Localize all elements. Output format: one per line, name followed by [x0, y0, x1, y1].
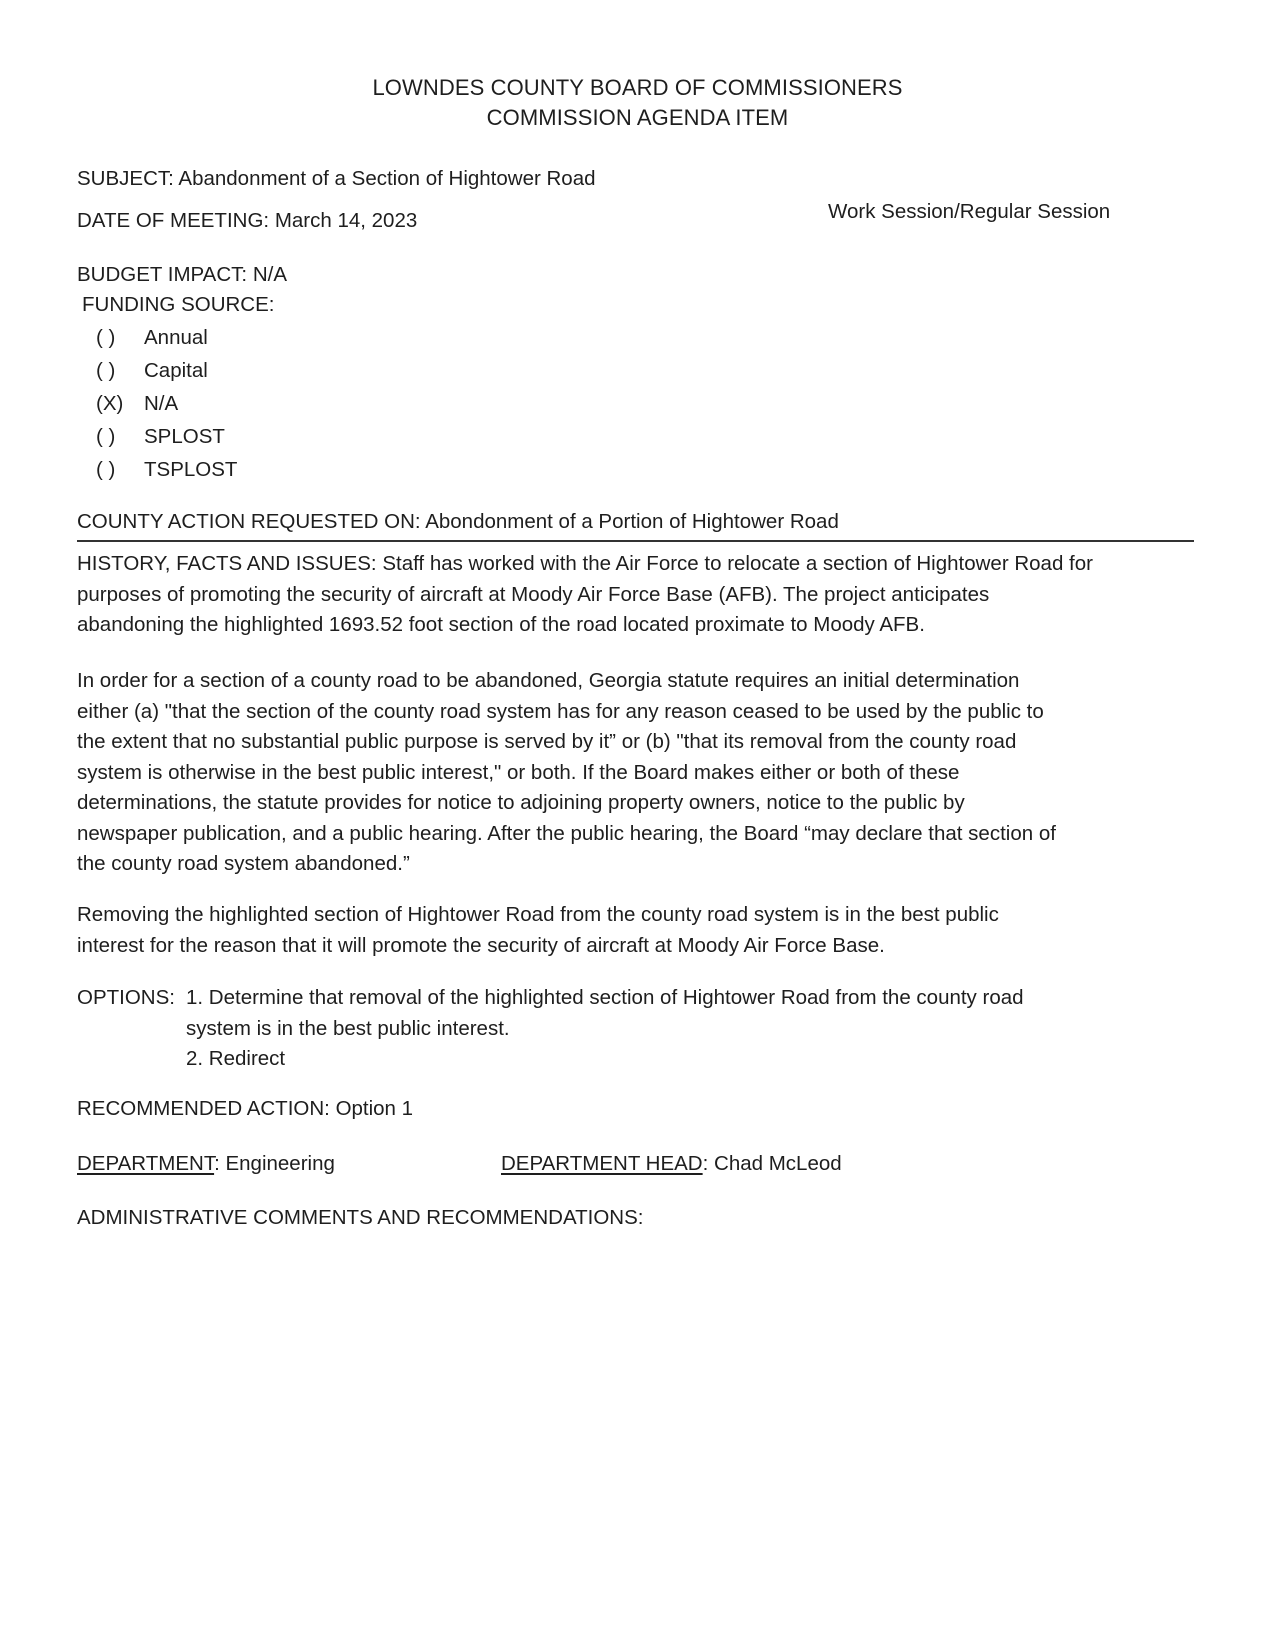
department-head-line [501, 1152, 842, 1176]
department-value: : Engineering [214, 1152, 335, 1175]
funding-option-label: Annual [144, 326, 208, 349]
subject-line [77, 167, 596, 191]
document-title: COMMISSION AGENDA ITEM [486, 105, 789, 130]
options-section [77, 983, 1197, 1075]
subject-label: SUBJECT: [77, 167, 174, 190]
funding-checkbox-mark: ( ) [96, 359, 116, 382]
statute-line: newspaper publication, and a public hearing. After the public hearing, the Board “may declare that section of [77, 821, 1056, 845]
funding-checkbox-mark: ( ) [96, 425, 116, 448]
option-2: 2. Redirect [186, 1047, 286, 1070]
statute-line: system is otherwise in the best public interest," or both. If the Board makes either or both of these [77, 760, 960, 784]
funding-source-label: FUNDING SOURCE: [82, 293, 275, 316]
interest-line: Removing the highlighted section of Hightower Road from the county road system is in the best public [77, 903, 999, 926]
history-line-2: purposes of promoting the security of aircraft at Moody Air Force Base (AFB). The project anticipates [77, 582, 990, 606]
meeting-date-value: March 14, 2023 [274, 209, 418, 232]
statute-line: determinations, the statute provides for notice to adjoining property owners, notice to the public by [77, 791, 965, 814]
budget-impact-value: N/A [252, 263, 287, 286]
statute-line: In order for a section of a county road to be abandoned, Georgia statute requires an initial determination [77, 669, 1020, 692]
funding-option-label: Capital [144, 359, 208, 382]
section-divider [77, 540, 1194, 542]
session-type: Work Session/Regular Session [828, 200, 1111, 223]
option-1: OPTIONS: 1. Determine that removal of the highlighted section of Hightower Road from the county road [77, 983, 1197, 1014]
public-interest-paragraph [77, 900, 1197, 961]
recommended-action-value: Option 1 [335, 1097, 414, 1120]
budget-impact-label: BUDGET IMPACT: [77, 263, 248, 286]
department-label: DEPARTMENT [77, 1152, 215, 1175]
department-head-label: DEPARTMENT HEAD [501, 1152, 703, 1175]
funding-checkbox-mark: ( ) [96, 458, 116, 481]
department-head-value: : Chad McLeod [702, 1152, 842, 1175]
history-facts-paragraph [77, 549, 1197, 641]
recommended-action-line [77, 1097, 413, 1121]
meeting-date-line [77, 209, 417, 233]
options-label: OPTIONS: [77, 986, 175, 1009]
history-label: HISTORY, FACTS AND ISSUES: [77, 552, 377, 575]
statute-paragraph [77, 666, 1197, 880]
history-line-3: abandoning the highlighted 1693.52 foot section of the road located proximate to Moody AFB. [77, 613, 925, 636]
statute-line: either (a) "that the section of the county road system has for any reason ceased to be used by the public to [77, 699, 1044, 723]
budget-impact-line [77, 263, 287, 287]
funding-option-label: SPLOST [144, 425, 225, 448]
history-line-1: HISTORY, FACTS AND ISSUES: Staff has worked with the Air Force to relocate a section of Hightower Road for [77, 552, 1093, 575]
funding-option-tsplost [96, 458, 237, 482]
funding-checkbox-mark: (X) [96, 392, 124, 415]
funding-option-annual [96, 326, 208, 350]
county-action-label: COUNTY ACTION REQUESTED ON: [77, 510, 421, 533]
org-title: LOWNDES COUNTY BOARD OF COMMISSIONERS [372, 75, 903, 100]
department-line [77, 1152, 335, 1176]
funding-option-label: TSPLOST [144, 458, 238, 481]
subject-value: Abandonment of a Section of Hightower Road [178, 167, 596, 190]
county-action-value: Abondonment of a Portion of Hightower Road [425, 510, 839, 533]
recommended-action-label: RECOMMENDED ACTION: [77, 1097, 330, 1120]
statute-line: the extent that no substantial public purpose is served by it” or (b) "that its removal from the county road [77, 730, 1017, 753]
statute-line: the county road system abandoned.” [77, 852, 410, 875]
funding-option-splost [96, 425, 225, 449]
county-action-line [77, 510, 839, 534]
meeting-date-label: DATE OF MEETING: [77, 209, 270, 232]
admin-comments-label: ADMINISTRATIVE COMMENTS AND RECOMMENDATIONS: [77, 1206, 644, 1229]
funding-checkbox-mark: ( ) [96, 326, 116, 349]
funding-option-capital [96, 359, 208, 383]
funding-option-na [96, 392, 178, 416]
interest-line: interest for the reason that it will promote the security of aircraft at Moody Air Force Base. [77, 933, 885, 957]
option-1-continued: system is in the best public interest. [186, 1016, 510, 1040]
funding-option-label: N/A [144, 392, 179, 415]
